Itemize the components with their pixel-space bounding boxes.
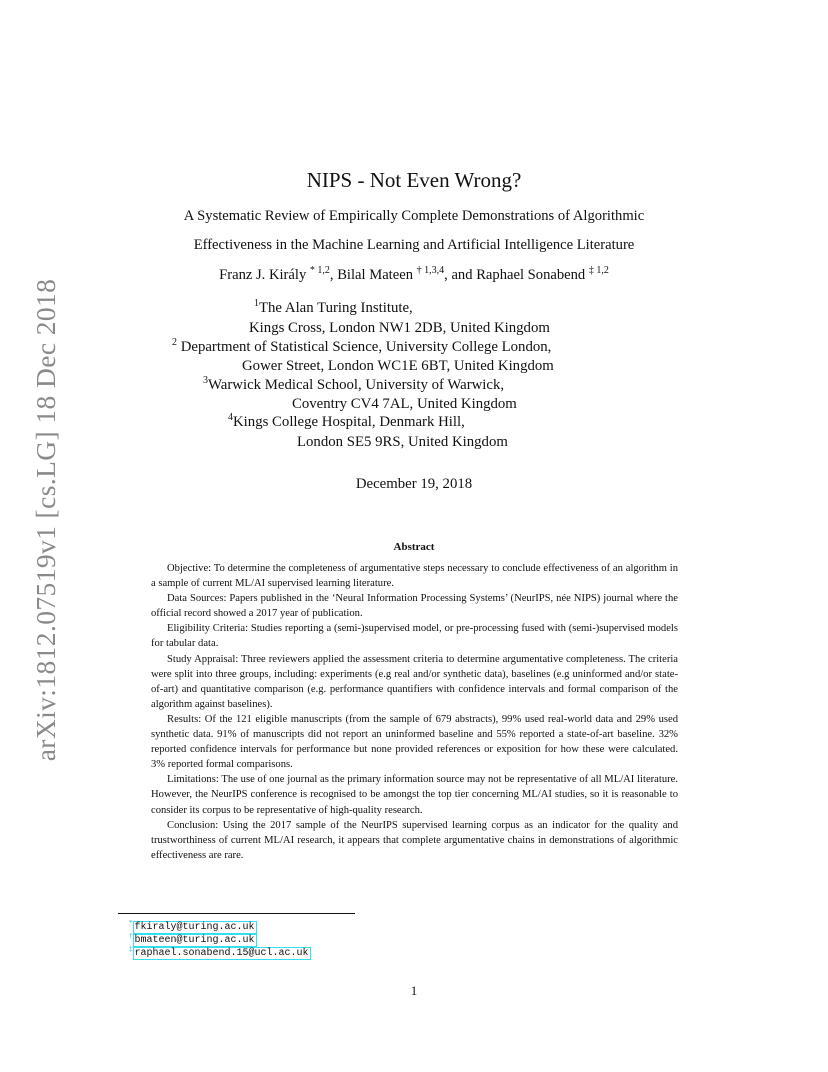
- footnote: [129, 932, 257, 946]
- affiliation-text: The Alan Turing Institute,: [259, 300, 413, 316]
- affiliation-mark: 4: [228, 412, 233, 423]
- abstract-paragraph: Conclusion: Using the 2017 sample of the NeurIPS supervised learning corpus as an indicator for the quality and trustworthiness of current ML/AI research, it appears that complete argumentative chains in demonstrations of algorithmic effectiveness are rare.: [151, 819, 678, 861]
- footnote: [129, 945, 311, 959]
- affiliation-line: London SE5 9RS, United Kingdom: [297, 434, 508, 450]
- affiliation-line: [203, 377, 504, 394]
- affiliation-line: [254, 300, 413, 317]
- abstract-paragraph: Data Sources: Papers published in the ‘Neural Information Processing Systems’ (NeurIPS, née NIPS) journal where the official record showed a 2017 year of publication.: [151, 593, 678, 620]
- author-marks: * 1,2: [309, 265, 330, 276]
- email-link[interactable]: raphael.sonabend.15@ucl.ac.uk: [134, 948, 309, 959]
- author-marks: ‡ 1,2: [588, 265, 609, 276]
- page-number: 1: [410, 983, 418, 998]
- author-list: [0, 267, 828, 284]
- abstract-paragraph: Limitations: The use of one journal as the primary information source may not be representative of all ML/AI literature. However, the NeurIPS conference is recognised to be amongst the top tier concerning ML/AI studies, so it is reasonable to consider its corpus to be representative of high-quality research.: [151, 774, 678, 816]
- author-separator: , and: [444, 267, 477, 283]
- author-marks: † 1,3,4: [416, 265, 445, 276]
- footnote: [129, 919, 257, 933]
- email-link[interactable]: fkiraly@turing.ac.uk: [134, 922, 255, 933]
- paper-subtitle: [0, 202, 828, 260]
- footnote-mark: *: [129, 919, 133, 927]
- arxiv-identifier: arXiv:1812.07519v1 [cs.LG] 18 Dec 2018: [30, 278, 61, 762]
- author-name: Raphael Sonabend: [476, 267, 586, 283]
- affiliation-line: Coventry CV4 7AL, United Kingdom: [292, 396, 517, 412]
- subtitle-text: A Systematic Review of Empirically Complete Demonstrations of Algorithmic Effectiveness in the Machine Learning and Artificial Intelligence Literature: [183, 208, 645, 253]
- affiliation-mark: 3: [203, 375, 208, 386]
- author-name: Franz J. Király: [219, 267, 307, 283]
- author-name: Bilal Mateen: [337, 267, 413, 283]
- paper-date: December 19, 2018: [355, 476, 473, 492]
- email-link[interactable]: bmateen@turing.ac.uk: [134, 935, 255, 946]
- affiliation-text: Warwick Medical School, University of Warwick,: [208, 377, 505, 393]
- affiliation-line: Gower Street, London WC1E 6BT, United Kingdom: [242, 358, 554, 374]
- abstract-heading: Abstract: [393, 541, 435, 553]
- affiliation-mark: 1: [254, 298, 259, 309]
- abstract-paragraph: Study Appraisal: Three reviewers applied the assessment criteria to determine argumentative completeness. The criteria were split into three groups, including: experiments (e.g real and/or synthetic data), baselines (e.g uninformed and/or state-of-art) and quantitative comparison (e.g. performance quantifiers with confidence intervals and formal comparison of the algorithm against baselines).: [151, 653, 678, 710]
- footnote-mark: †: [129, 932, 133, 940]
- author-separator: ,: [329, 267, 338, 283]
- affiliation-line: [228, 414, 465, 431]
- affiliation-text: Department of Statistical Science, University College London,: [177, 339, 552, 355]
- affiliation-line: Kings Cross, London NW1 2DB, United Kingdom: [249, 320, 550, 336]
- abstract-paragraph: Eligibility Criteria: Studies reporting a (semi-)supervised model, or pre-processing fused with (semi-)supervised models for tabular data.: [151, 623, 678, 650]
- footnote-rule: [118, 913, 355, 914]
- paper-title: NIPS - Not Even Wrong?: [306, 168, 522, 192]
- footnote-mark: ‡: [129, 945, 133, 953]
- affiliation-text: Kings College Hospital, Denmark Hill,: [233, 414, 465, 430]
- abstract-paragraph: Results: Of the 121 eligible manuscripts (from the sample of 679 abstracts), 99% used real-world data and 29% used synthetic data. 91% of manuscripts did not report an uninformed baseline and 55% reported a state-of-art baseline. 32% reported confidence intervals for performance but none provided references or exposition for how these were calculated. 3% reported formal comparisons.: [151, 713, 678, 771]
- affiliation-line: [172, 339, 551, 356]
- abstract-body: [151, 561, 678, 863]
- affiliation-mark: 2: [172, 337, 177, 348]
- abstract-paragraph: Objective: To determine the completeness of argumentative steps necessary to conclude effectiveness of an algorithm in a sample of current ML/AI supervised learning literature.: [151, 563, 678, 590]
